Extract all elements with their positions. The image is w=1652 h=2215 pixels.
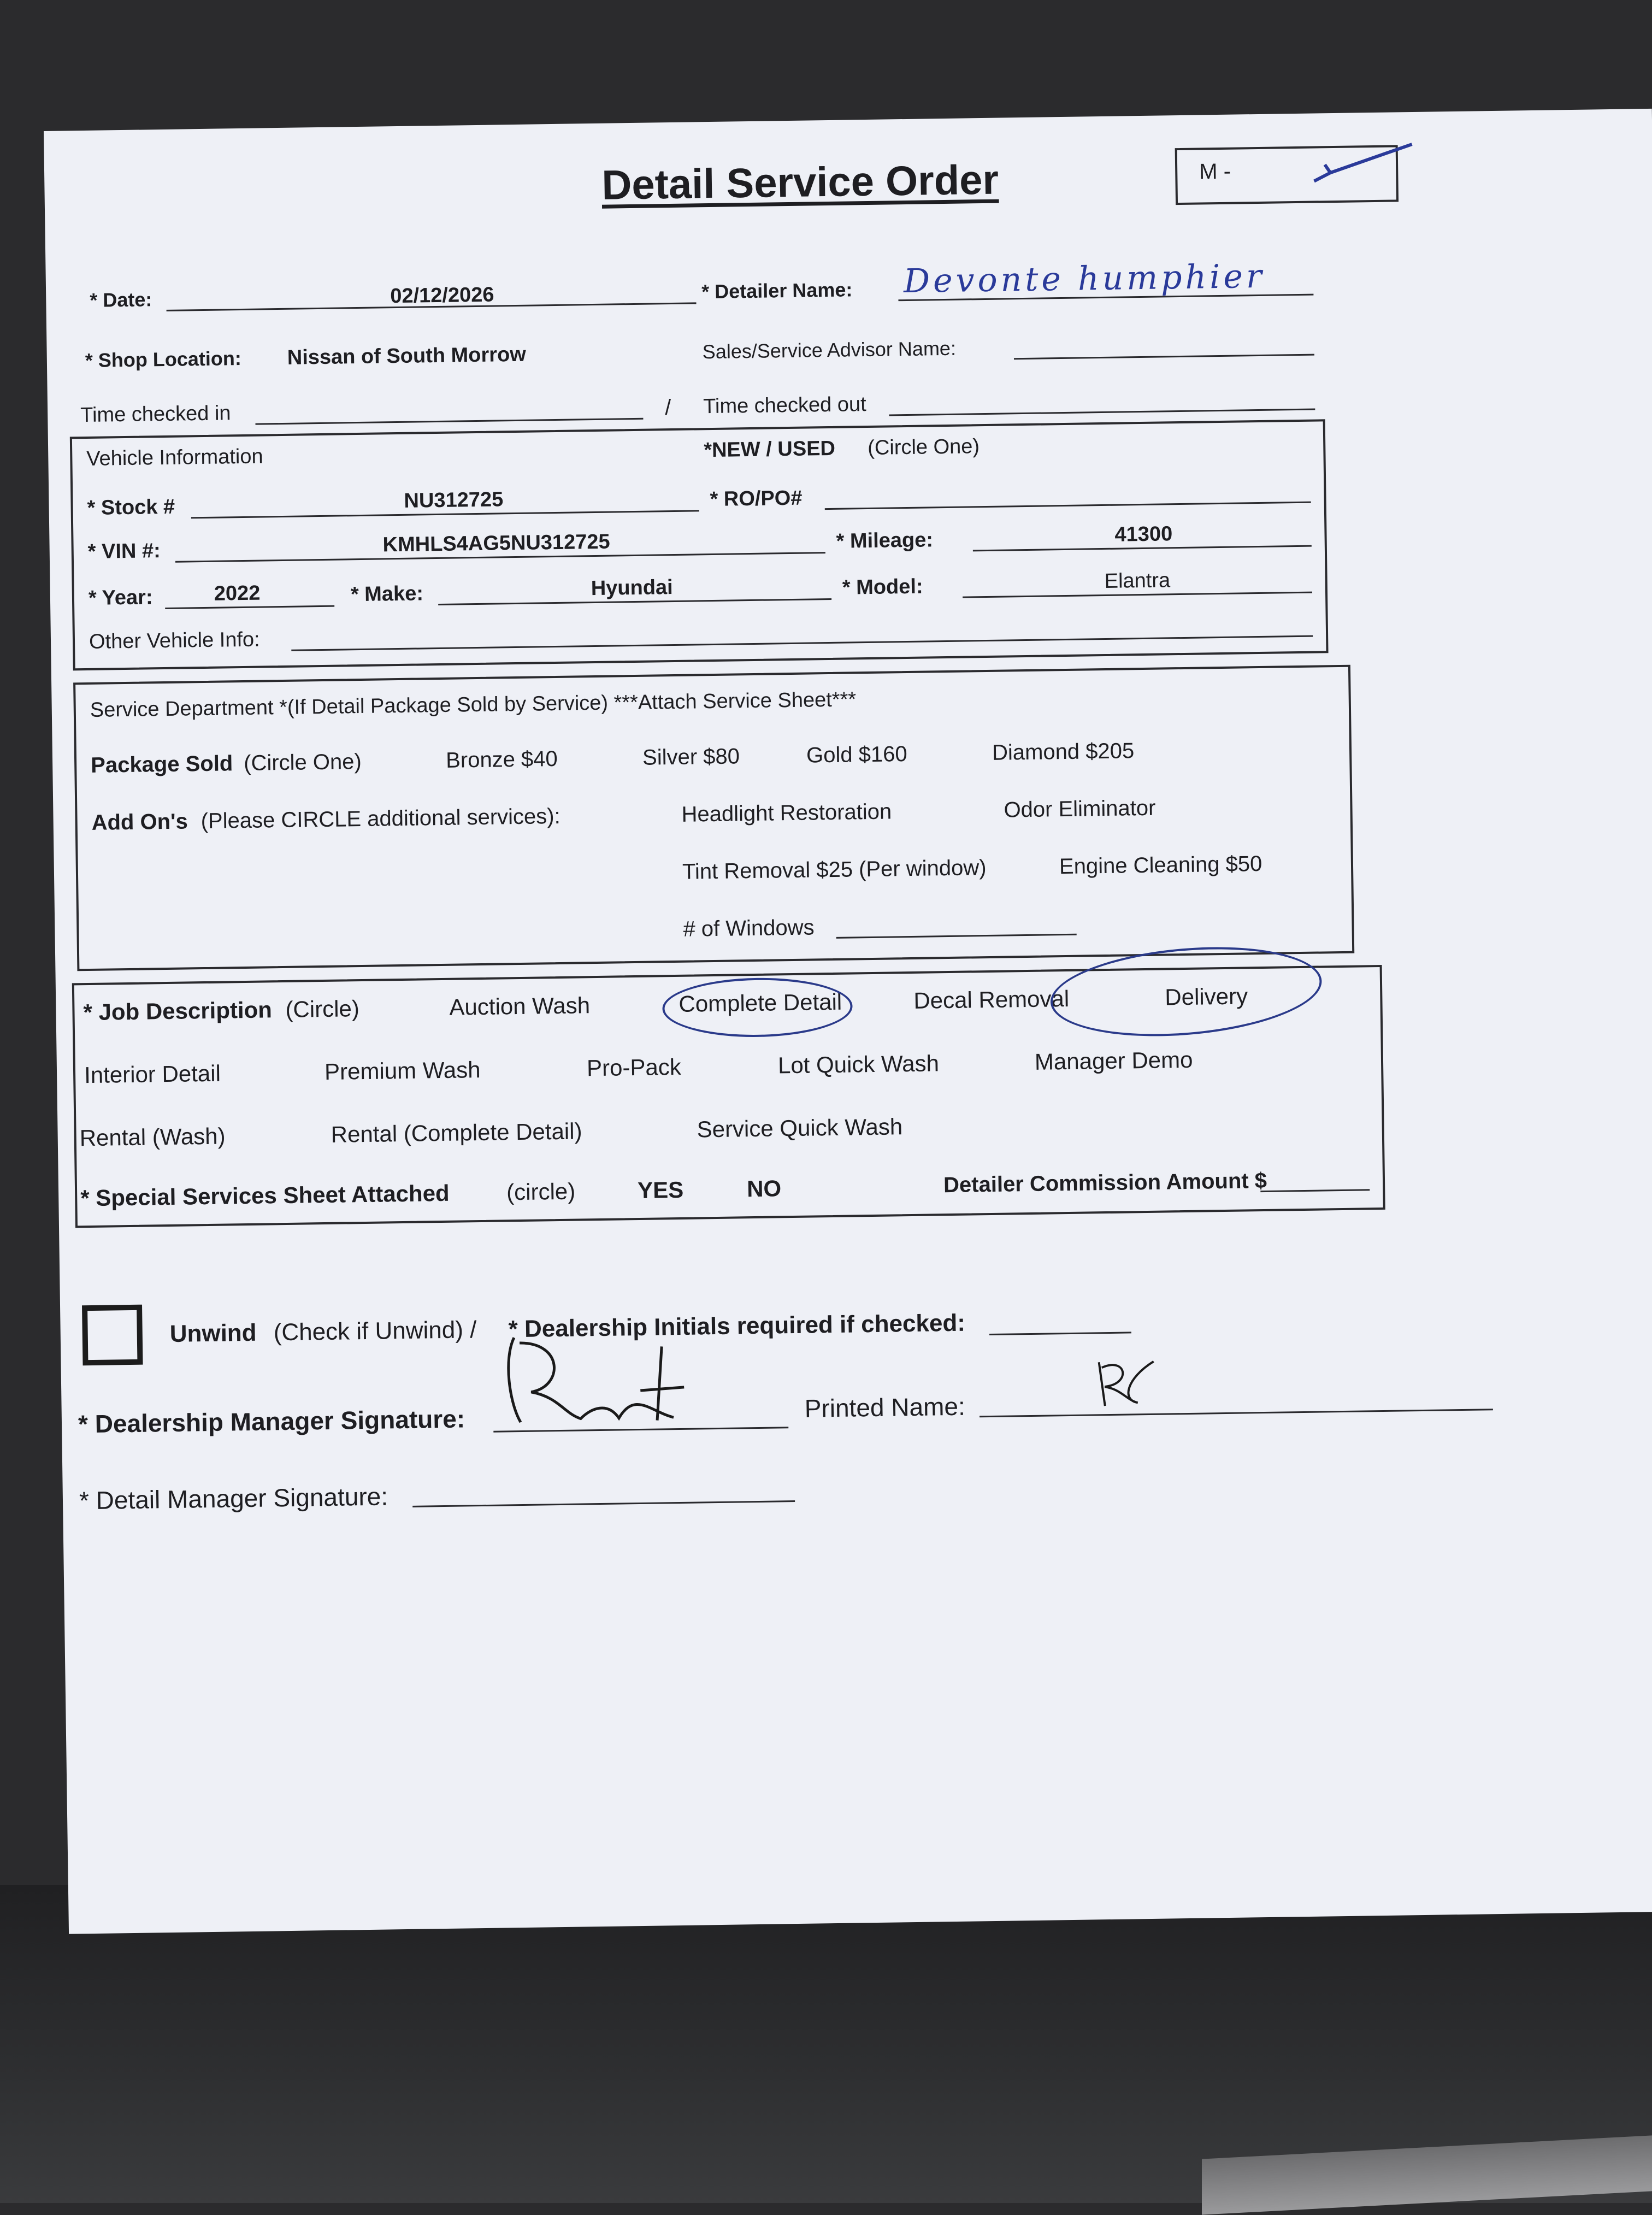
dealership-manager-signature-mark: [498, 1324, 707, 1436]
dealership-initials-line[interactable]: [989, 1332, 1131, 1335]
tag-label: M -: [1199, 159, 1231, 184]
new-used-label: *NEW / USED: [703, 437, 836, 462]
make-value: Hyundai: [591, 576, 673, 600]
job-decal-removal[interactable]: Decal Removal: [913, 985, 1070, 1014]
advisor-line[interactable]: [1014, 354, 1314, 360]
dealership-initials-label: * Dealership Initials required if checked:: [508, 1309, 966, 1343]
job-auction-wash[interactable]: Auction Wash: [449, 992, 591, 1020]
job-lot-quick-wash[interactable]: Lot Quick Wash: [777, 1050, 940, 1079]
date-value: 02/12/2026: [390, 283, 494, 308]
addons-hint: (Please CIRCLE additional services):: [200, 804, 560, 834]
detailer-label: * Detailer Name:: [701, 278, 853, 303]
job-description-label: * Job Description: [83, 997, 273, 1026]
addon-odor-eliminator[interactable]: Odor Eliminator: [1004, 796, 1156, 822]
shop-location-label: * Shop Location:: [85, 346, 242, 372]
form-title: Detail Service Order: [601, 156, 999, 209]
addon-engine-cleaning[interactable]: Engine Cleaning $50: [1059, 851, 1262, 879]
package-bronze[interactable]: Bronze $40: [445, 746, 558, 773]
make-label: * Make:: [350, 582, 424, 606]
ro-po-label: * RO/PO#: [710, 486, 803, 511]
job-rental-complete-detail[interactable]: Rental (Complete Detail): [331, 1118, 582, 1147]
job-pro-pack[interactable]: Pro-Pack: [586, 1053, 682, 1081]
commission-label: Detailer Commission Amount $: [943, 1168, 1267, 1198]
detail-manager-signature-line[interactable]: [412, 1500, 795, 1507]
unwind-hint: (Check if Unwind) /: [273, 1316, 477, 1346]
time-slash: /: [664, 396, 671, 420]
windows-count-label: # of Windows: [683, 915, 815, 941]
addon-headlight-restoration[interactable]: Headlight Restoration: [681, 799, 892, 827]
vin-label: * VIN #:: [87, 539, 161, 563]
package-gold[interactable]: Gold $160: [806, 742, 907, 768]
vehicle-section-label: Vehicle Information: [86, 445, 263, 470]
year-value: 2022: [214, 581, 261, 605]
special-services-yes[interactable]: YES: [637, 1176, 684, 1204]
time-out-line[interactable]: [889, 409, 1315, 416]
unwind-label: Unwind: [169, 1319, 257, 1347]
stock-value: NU312725: [404, 488, 504, 512]
service-department-header: Service Department *(If Detail Package Sold by Service) ***Attach Service Sheet***: [90, 688, 857, 722]
model-label: * Model:: [842, 575, 923, 599]
stock-label: * Stock #: [87, 495, 175, 520]
tag-box: [1175, 145, 1399, 205]
detailer-value: Devonte humphier: [903, 257, 1265, 301]
detail-service-order-sheet: [44, 109, 1652, 1934]
checkmark-icon: [1308, 142, 1418, 192]
vin-value: KMHLS4AG5NU312725: [382, 530, 610, 557]
job-rental-wash[interactable]: Rental (Wash): [79, 1123, 226, 1151]
printed-name-label: Printed Name:: [804, 1392, 966, 1423]
time-in-line[interactable]: [256, 418, 644, 425]
special-services-hint: (circle): [506, 1178, 576, 1205]
special-services-label: * Special Services Sheet Attached: [80, 1180, 450, 1211]
mileage-label: * Mileage:: [836, 528, 934, 553]
dealership-manager-signature-label: * Dealership Manager Signature:: [78, 1404, 465, 1439]
job-manager-demo[interactable]: Manager Demo: [1034, 1046, 1193, 1075]
printed-name-initials-mark: [1088, 1351, 1165, 1412]
job-complete-detail[interactable]: Complete Detail: [678, 988, 842, 1017]
job-service-quick-wash[interactable]: Service Quick Wash: [697, 1114, 903, 1142]
job-interior-detail[interactable]: Interior Detail: [84, 1060, 221, 1088]
special-services-no[interactable]: NO: [746, 1175, 782, 1202]
model-value: Elantra: [1104, 569, 1171, 593]
time-in-label: Time checked in: [80, 402, 231, 427]
addons-label: Add On's: [91, 809, 188, 835]
advisor-label: Sales/Service Advisor Name:: [702, 337, 957, 363]
detail-manager-signature-label: * Detail Manager Signature:: [79, 1482, 388, 1515]
time-out-label: Time checked out: [703, 393, 866, 419]
unwind-checkbox[interactable]: [82, 1305, 143, 1366]
year-label: * Year:: [88, 586, 153, 610]
package-diamond[interactable]: Diamond $205: [992, 739, 1135, 765]
shop-location-value: Nissan of South Morrow: [287, 343, 527, 369]
job-description-hint: (Circle): [285, 995, 360, 1022]
package-silver[interactable]: Silver $80: [642, 744, 740, 770]
package-sold-label: Package Sold: [90, 751, 233, 777]
job-delivery[interactable]: Delivery: [1165, 983, 1248, 1010]
job-premium-wash[interactable]: Premium Wash: [324, 1057, 481, 1085]
addon-tint-removal[interactable]: Tint Removal $25 (Per window): [682, 856, 987, 884]
package-sold-hint: (Circle One): [243, 749, 362, 775]
mileage-value: 41300: [1114, 522, 1173, 546]
date-label: * Date:: [90, 288, 152, 311]
printed-name-line[interactable]: [980, 1409, 1493, 1417]
other-vehicle-info-label: Other Vehicle Info:: [88, 628, 260, 653]
new-used-hint: (Circle One): [867, 435, 980, 460]
